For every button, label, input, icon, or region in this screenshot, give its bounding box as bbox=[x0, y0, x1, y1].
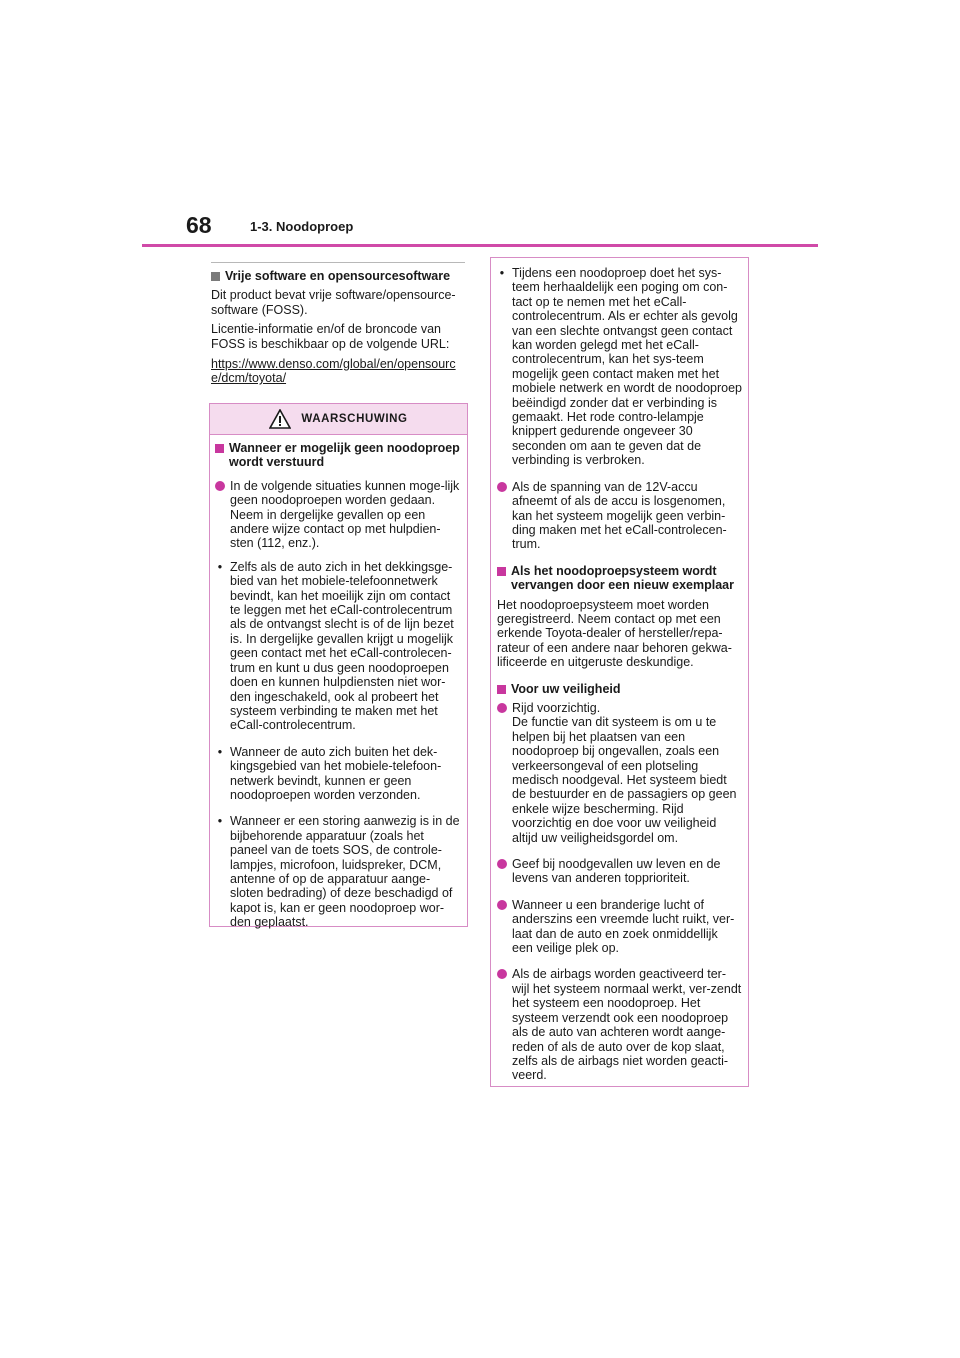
warning-triangle-icon bbox=[269, 409, 291, 429]
warning-heading: Wanneer er mogelijk geen noodoproep wordt verstuurd bbox=[215, 441, 461, 470]
registration-paragraph: Het noodoproepsysteem moet worden geregistreerd. Neem contact op met een erkende Toyota-dealer of hersteller/repa-rateur of een andere naar behoren gekwa-lificeerde en uitgeruste deskundige. bbox=[497, 597, 732, 670]
dash-bullet-icon: • bbox=[499, 266, 505, 280]
divider bbox=[211, 262, 465, 263]
list-item: • Wanneer er een storing aanwezig is in de bijbehorende apparatuur (zoals het paneel van de toets SOS, de controle-lampjes, microfoon, luidspreker, DCM, antenne of op de apparatuur aange-sloten bedrading) of deze beschadigd of kapot is, kan er geen noodoproep wor-den geplaatst. bbox=[215, 814, 461, 929]
list-item: In de volgende situaties kunnen moge-lijk geen noodoproepen worden gedaan. Neem in dergelijke gevallen op een andere wijze contact op met hulpdien-sten (112, enz.). bbox=[215, 479, 461, 551]
dash-bullet-icon: • bbox=[217, 744, 223, 759]
square-bullet-icon bbox=[211, 272, 220, 281]
page-number: 68 bbox=[186, 212, 212, 238]
circle-bullet-icon bbox=[497, 969, 507, 979]
foss-heading: Vrije software en opensourcesoftware bbox=[211, 269, 465, 283]
list-item: • Zelfs als de auto zich in het dekkingsge-bied van het mobiele-telefoonnetwerk bevindt, kan het moeilijk zijn om contact te leggen met het eCall-controlecentrum als de ontvangst slecht is of de lijn bezet is. In dergelijke gevallen krijgt u mogelijk geen contact met het eCall-controlecen-trum en kunt u dus geen noodoproepen doen en kunnen hulpdiensten niet wor-den ingeschakeld, ook al probeert het systeem verbinding te maken met het eCall-controlecentrum. bbox=[215, 560, 461, 733]
circle-bullet-icon bbox=[497, 482, 507, 492]
warning-box bbox=[209, 403, 468, 930]
dash-bullet-icon: • bbox=[217, 559, 223, 574]
square-bullet-icon bbox=[497, 567, 506, 576]
foss-url-link[interactable]: https://www.denso.com/global/en/opensource/dcm/toyota/ bbox=[211, 357, 456, 386]
circle-bullet-icon bbox=[215, 481, 225, 491]
warning-title: WAARSCHUWING bbox=[301, 412, 408, 425]
list-item: Als de spanning van de 12V-accu afneemt of als de accu is losgenomen, kan het systeem mogelijk geen verbin-ding maken met het eCall-controlecen-trum. bbox=[497, 480, 742, 552]
list-item: Geef bij noodgevallen uw leven en de levens van anderen topprioriteit. bbox=[497, 857, 742, 886]
license-paragraph: Licentie-informatie en/of de broncode van FOSS is beschikbaar op de volgende URL: bbox=[211, 322, 450, 351]
foss-paragraph: Dit product bevat vrije software/opensource-software (FOSS). bbox=[211, 288, 456, 317]
square-bullet-icon bbox=[497, 685, 506, 694]
list-item: Als de airbags worden geactiveerd ter-wijl het systeem normaal werkt, ver-zendt het systeem een noodoproep. Het systeem verzendt ook een noodoproep als de auto van achteren wordt aange-reden of als de auto over de kop slaat, zelfs als de airbags niet worden geacti-veerd. bbox=[497, 967, 742, 1082]
replacement-heading: Als het noodoproepsysteem wordt vervangen door een nieuw exemplaar bbox=[497, 564, 742, 593]
list-item: • Tijdens een noodoproep doet het sys-teem herhaaldelijk een poging om con-tact op te nemen met het eCall-controlecentrum. Als er echter als gevolg van een slechte ontvangst geen contact kan worden gelegd met het eCall-controlecentrum, kan het sys-teem mogelijk geen contact maken met het mobiele netwerk en wordt de noodoproep beëindigd zonder dat er verbinding is gemaakt. Het rode contro-lelampje knippert gedurende ongeveer 30 seconden om aan te geven dat de verbinding is verbroken. bbox=[497, 266, 742, 468]
list-item: • Wanneer de auto zich buiten het dek-kingsgebied van het mobiele-telefoon-netwerk bevindt, kunnen er geen noodoproepen worden verzonden. bbox=[215, 745, 461, 803]
circle-bullet-icon bbox=[497, 703, 507, 713]
circle-bullet-icon bbox=[497, 859, 507, 869]
square-bullet-icon bbox=[215, 444, 224, 453]
dash-bullet-icon: • bbox=[217, 814, 223, 829]
list-item: Rijd voorzichtig. De functie van dit systeem is om u te helpen bij het plaatsen van een noodoproep bij ongevallen, zoals een verkeersongeval of een plotseling medisch noodgeval. Het systeem biedt de bestuurder en de passagiers op geen enkele wijze bescherming. Rijd voorzichtig en doe voor uw veiligheid altijd uw veiligheidsgordel om. bbox=[497, 701, 742, 845]
section-title: 1-3. Noodoproep bbox=[250, 219, 354, 234]
left-column bbox=[211, 262, 465, 386]
header-rule bbox=[142, 244, 818, 247]
circle-bullet-icon bbox=[497, 900, 507, 910]
safety-heading: Voor uw veiligheid bbox=[497, 682, 742, 696]
list-item: Wanneer u een branderige lucht of anderszins een vreemde lucht ruikt, ver-laat dan de auto en zoek onmiddellijk een veilige plek op. bbox=[497, 898, 742, 956]
warning-header bbox=[210, 404, 467, 435]
right-warning-box bbox=[490, 257, 749, 1087]
